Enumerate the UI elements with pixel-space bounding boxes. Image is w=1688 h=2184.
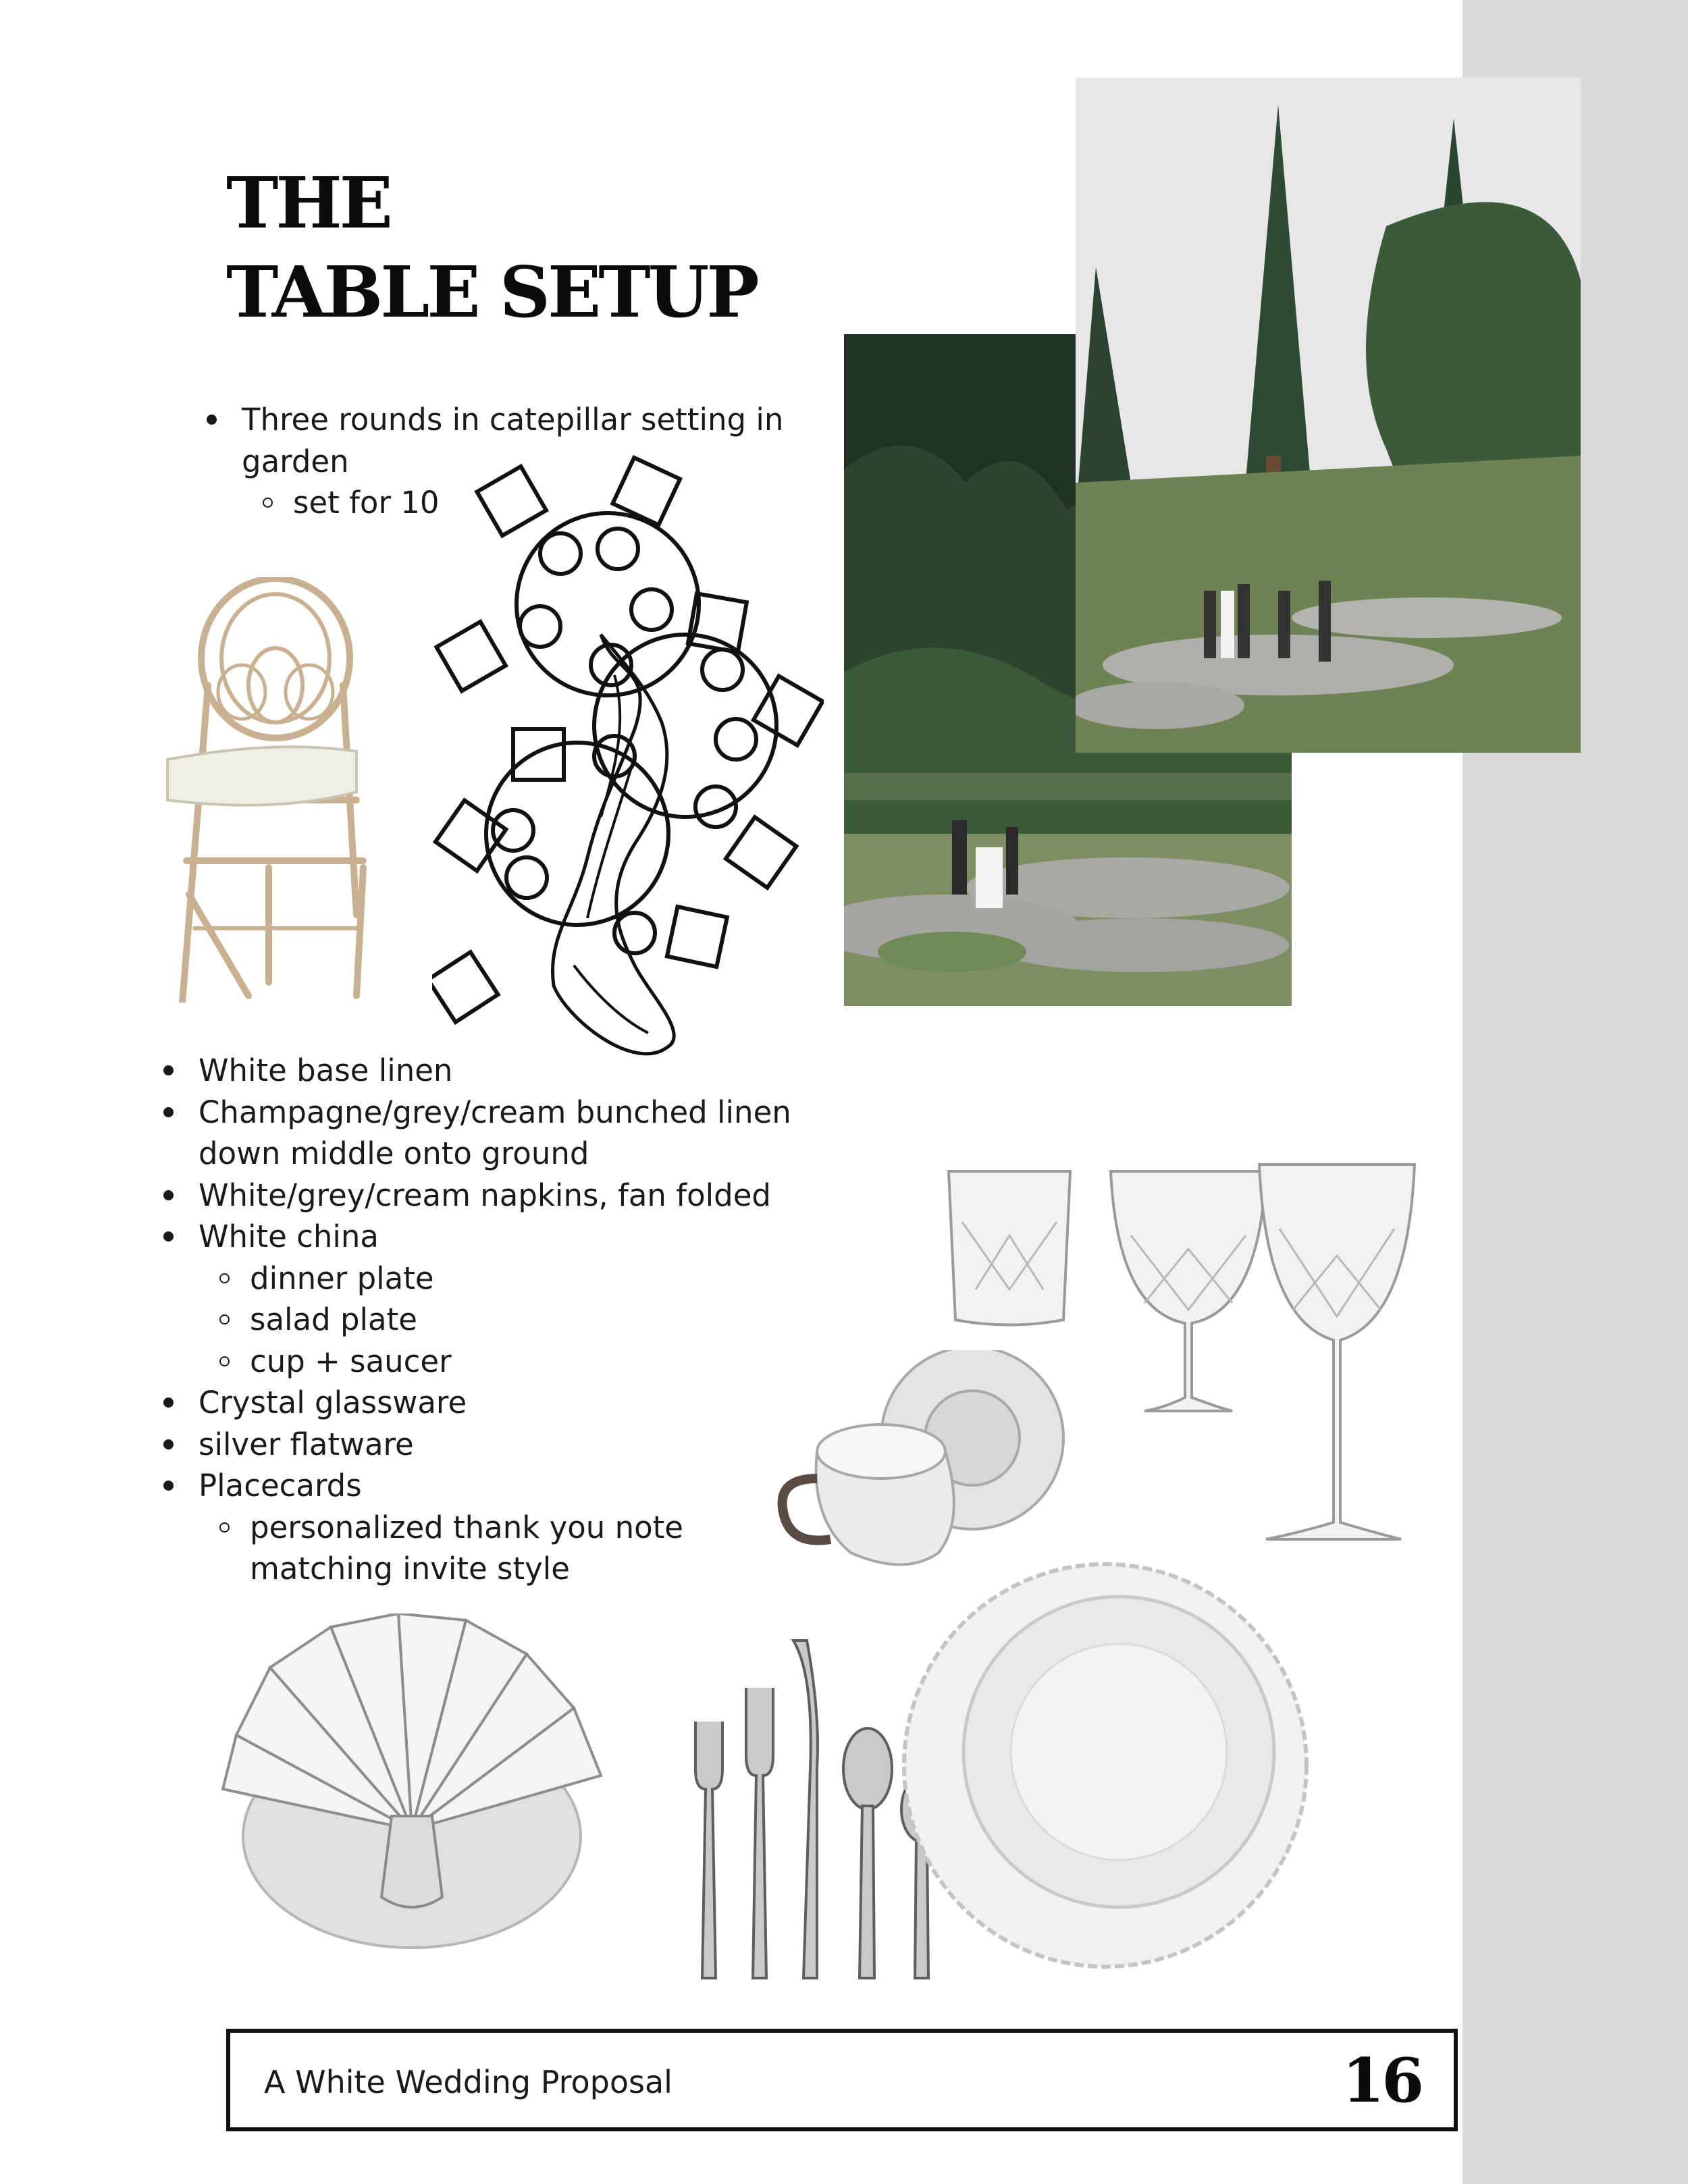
list-item: Crystal glassware [199, 1382, 793, 1424]
white-china-plates-image [893, 1560, 1311, 1971]
page-footer [226, 2029, 1458, 2131]
footer-title: A White Wedding Proposal [264, 2064, 672, 2100]
list-item: Champagne/grey/cream bunched linen down middle onto ground [199, 1092, 793, 1175]
cup-and-saucer-image [770, 1350, 1107, 1580]
title-line-1: THE [226, 161, 390, 244]
chiavari-chair-image [154, 577, 384, 1003]
page-title [226, 159, 757, 337]
list-item: Three rounds in catepillar setting in garden [242, 399, 795, 482]
list-item: cup + saucer [250, 1341, 793, 1383]
list-item: dinner plate [250, 1258, 793, 1300]
list-item: White/grey/cream napkins, fan folded [199, 1175, 793, 1217]
garden-photo-2 [1076, 78, 1581, 753]
page-number: 16 [1342, 2045, 1421, 2116]
fan-folded-napkin-image [209, 1614, 614, 1951]
list-item: salad plate [250, 1299, 793, 1341]
list-item: White base linen [199, 1050, 793, 1092]
seating-layout-diagram [432, 452, 824, 1100]
list-item: Placecards [199, 1465, 793, 1507]
list-item: White china [199, 1216, 793, 1258]
title-line-2: TABLE SETUP [226, 250, 757, 334]
details-list [199, 1050, 793, 1590]
list-item: set for 10 [293, 482, 795, 524]
list-item: personalized thank you note matching invite style [250, 1507, 793, 1590]
list-item: silver flatware [199, 1424, 793, 1466]
